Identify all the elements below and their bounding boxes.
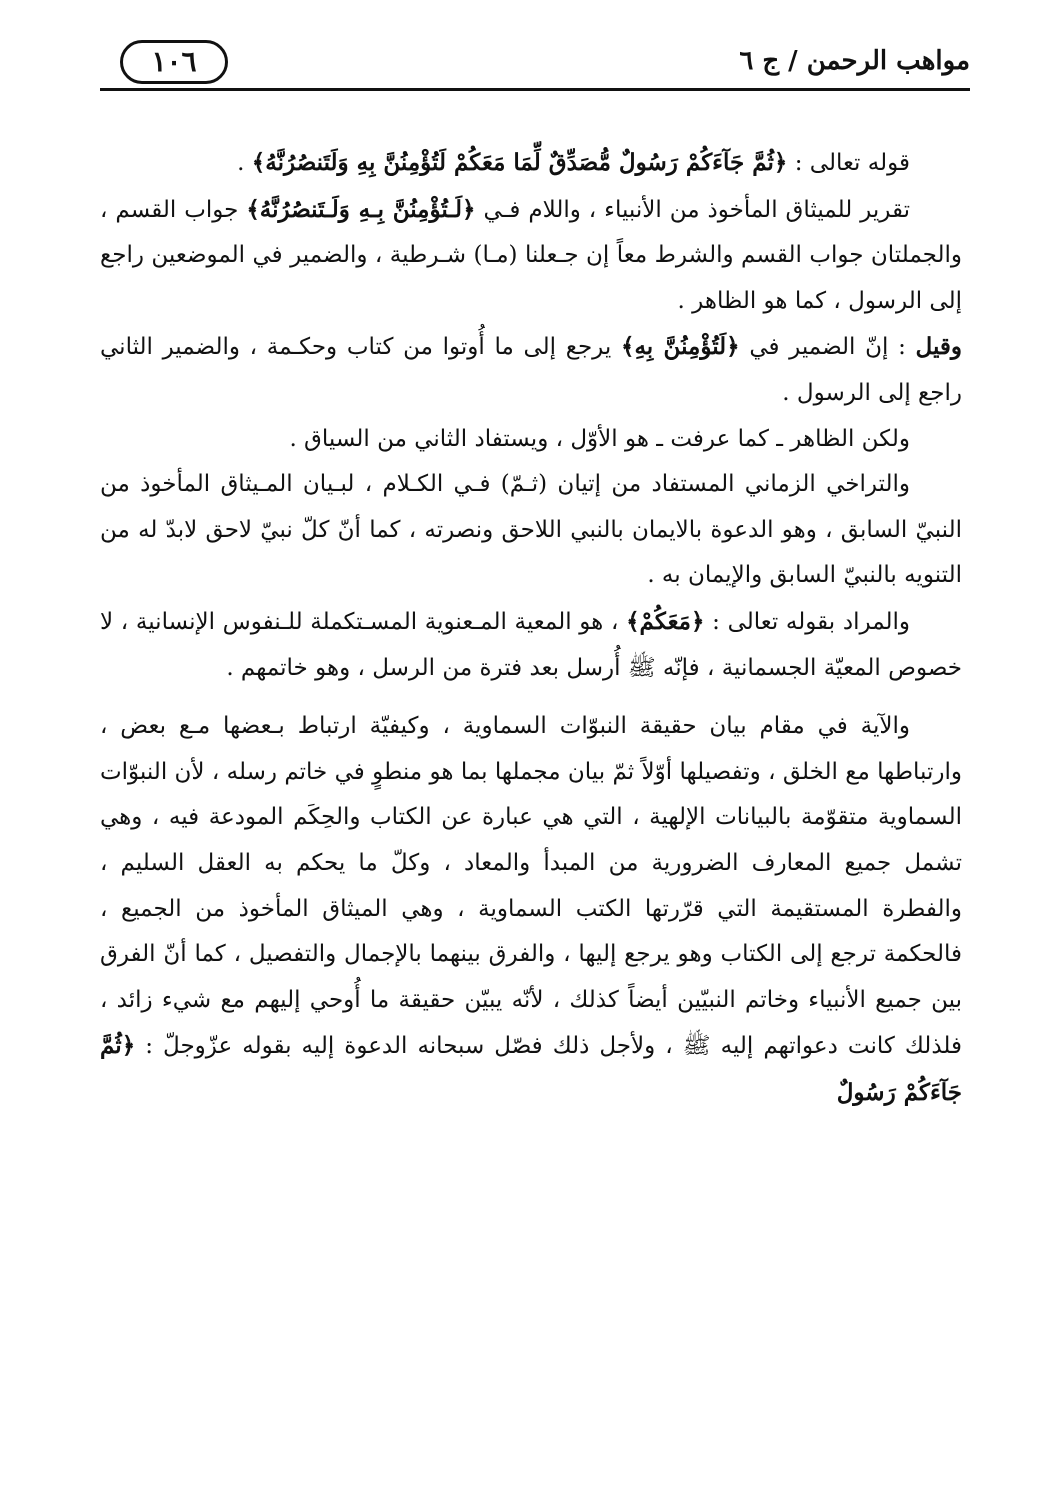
paragraph-3 (100, 324, 962, 416)
running-title: مواهب الرحمن / ج ٦ (739, 46, 970, 76)
paragraph-7 (100, 704, 962, 1116)
paragraph-4: ولكن الظاهر ـ كما عرفت ـ هو الأوّل ، ويستفاد الثاني من السياق . (289, 425, 910, 452)
quran-quote: ﴿ثُمَّ جَآءَكُمْ رَسُولٌ (100, 1032, 962, 1106)
quran-quote: ﴿لَتُؤْمِنُنَّ بِهِ﴾ (620, 333, 740, 361)
paragraph-2 (100, 187, 962, 325)
paragraph-text: تقرير للميثاق المأخوذ من الأنبياء ، واللام فـي (475, 196, 910, 223)
paragraph-text: يرجع إلى ما أُوتوا من كتاب وحكـمة ، والضمير الثاني راجع إلى الرسول . (100, 334, 962, 406)
lead-word: وقيل (915, 333, 963, 361)
page-header (100, 40, 970, 90)
paragraph-5: والتراخي الزماني المستفاد من إتيان (ثـمّ) فـي الكـلام ، لبـيان المـيثاق المأخوذ من النبيّ السابق ، وهو الدعوة بالايمان بالنبي اللاحق ونصرته ، كما أنّ كلّ نبيّ لاحق لابدّ له من التنويه بالنبيّ السابق والإيمان به . (100, 471, 962, 589)
paragraph-text: والمراد بقوله تعالى : (704, 608, 910, 635)
quran-quote: ﴿مَعَكُمْ﴾ (626, 607, 705, 635)
paragraph-1 (100, 140, 962, 187)
paragraph-text: ، هو المعية المـعنوية المسـتكملة للـنفوس الإنسانية ، لا خصوص المعيّة الجسمانية ، فإنّه ﷺ أُرسل بعد فترة من الرسل ، وهو خاتمهم . (100, 608, 962, 681)
paragraph-text: جواب القسم ، والجملتان جواب القسم والشرط معاً إن جـعلنا (مـا) شـرطية ، والضمير في الموضعين راجع إلى الرسول ، كما هو الظاهر . (100, 196, 962, 314)
header-rule (100, 88, 970, 91)
paragraph-text: والآية في مقام بيان حقيقة النبوّات السماوية ، وكيفيّة ارتباط بـعضها مـع بعض ، وارتباطها مع الخلق ، وتفصيلها أوّلاً ثمّ بيان مجملها بما هو منطوٍ في خاتم رسله ، لأن النبوّات السماوية متقوّمة بالبيانات الإلهية ، التي هي عبارة عن الكتاب والحِكَم المودعة فيه ، وهي تشمل جميع المعارف الضرورية من المبدأ والمعاد ، وكلّ ما يحكم به العقل السليم ، والفطرة المستقيمة التي قرّرتها الكتب السماوية ، وهي الميثاق المأخوذ من الجميع ، فالحكمة ترجع إلى الكتاب وهو يرجع إليها ، والفرق بينهما بالإجمال والتفصيل ، كما أنّ الفرق بين جميع الأنبياء وخاتم النبيّين أيضاً كذلك ، لأنّه يبيّن حقيقة ما أُوحي إليهم مع شيء زائد ، فلذلك كانت دعواتهم إليه ﷺ ، ولأجل ذلك فصّل سبحانه الدعوة إليه بقوله عزّوجلّ : (100, 713, 962, 1060)
page-number: ١٠٦ (120, 40, 228, 84)
paragraph-text: . (237, 150, 252, 176)
paragraph-6 (100, 599, 962, 691)
paragraph-text: : إنّ الضمير في (739, 334, 916, 361)
quran-quote: ﴿ثُمَّ جَآءَكُمْ رَسُولٌ مُّصَدِّقٌ لِّمَا مَعَكُمْ لَتُؤْمِنُنَّ بِهِ وَلَتَنصُرُنَّهُ﴾ (251, 149, 788, 176)
paragraph-text: قوله تعالى : (787, 150, 910, 176)
main-text (100, 140, 962, 1116)
quran-quote: ﴿لَـتُؤْمِنُنَّ بِـهِ وَلَـتَنصُرُنَّهُ﴾ (246, 195, 476, 223)
